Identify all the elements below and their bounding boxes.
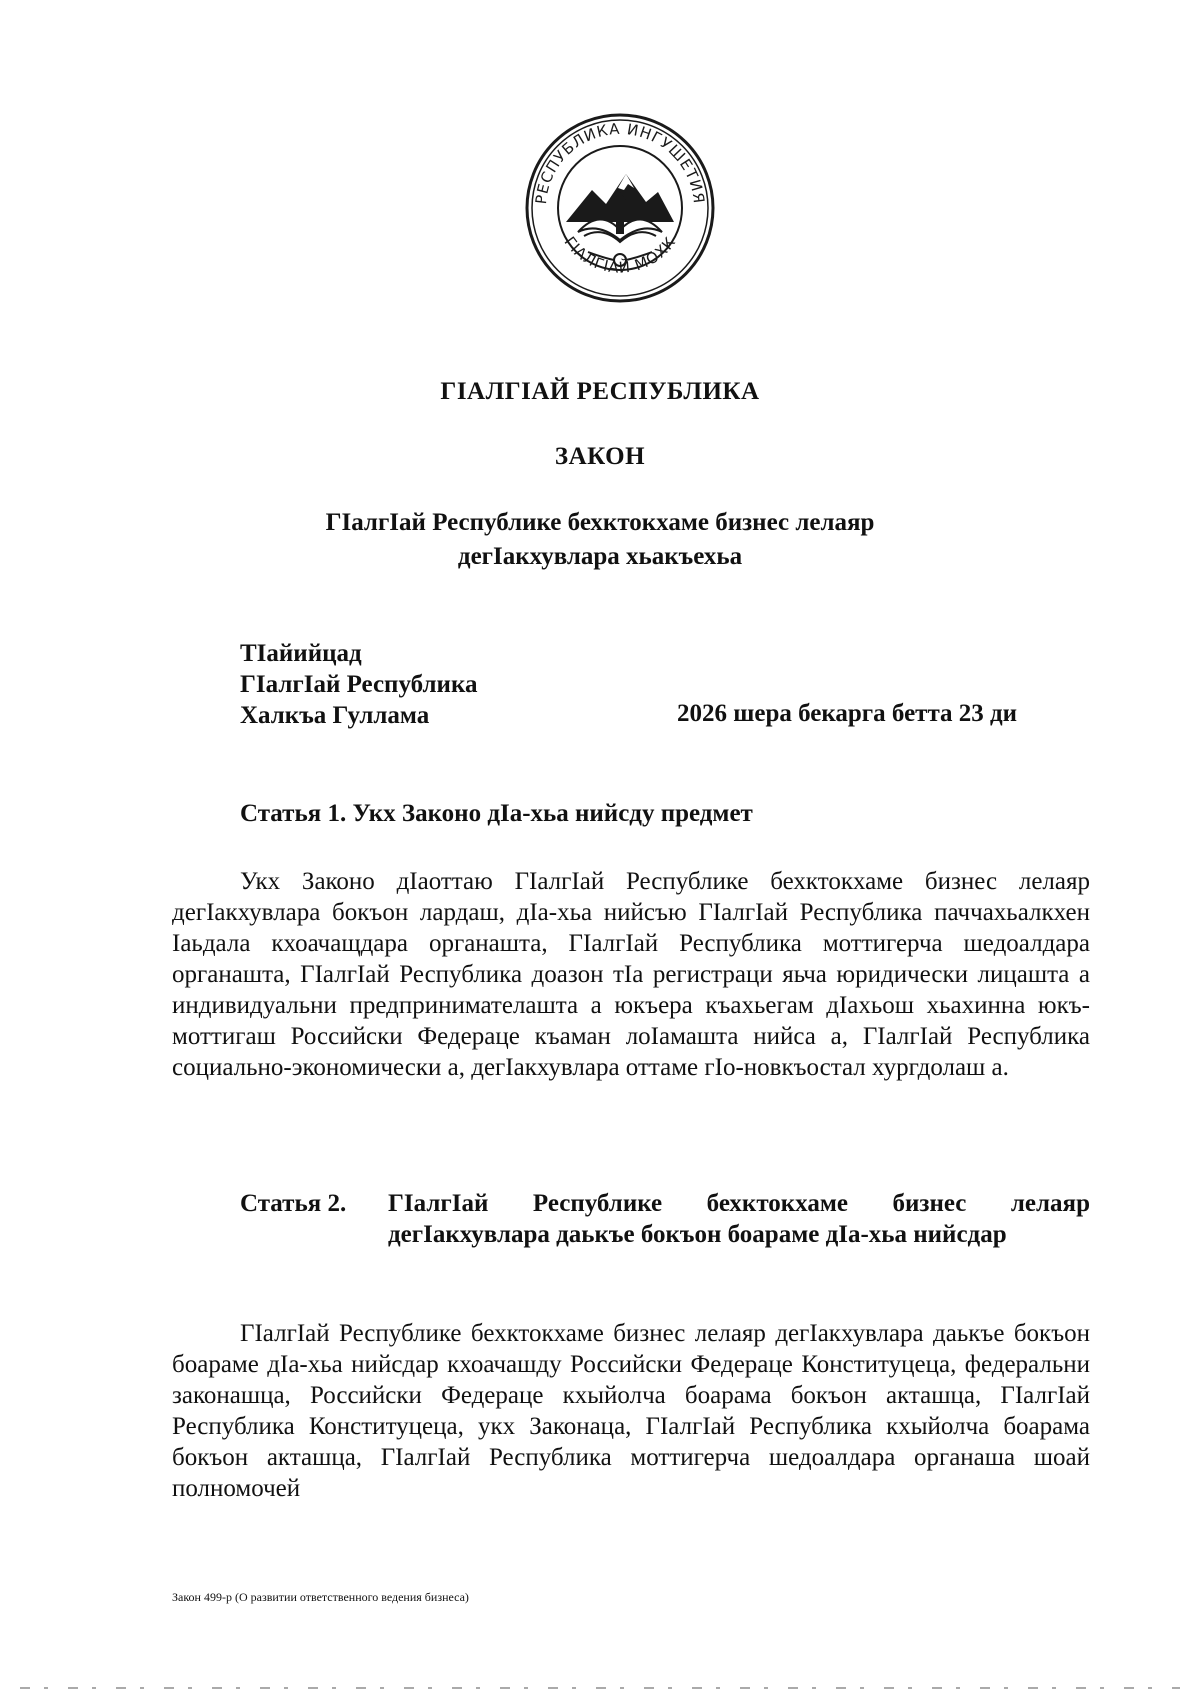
article-2-text: ГІалгІай Республике бехктокхаме бизнес лелаяр дегІакхувлара даькъе бокъон боараме дІа-хьа нийсдар кхоачашду Российски Федераце Конституцеца, федеральни законашца, Российски Федераце кхыйолча боарама бокъон акташца, ГІалгІай Республика Конституцеца, укх Законаца, ГІалгІай Республика кхыйолча боарама бокъон акташца, ГІалгІай Республика моттигерча шедоалдара органаша шоай полномочей	[172, 1320, 1090, 1502]
seal-top-text: РЕСПУБЛИКА ИНГУШЕТИЯ	[531, 119, 709, 206]
coat-of-arms-seal	[522, 110, 718, 306]
document-type: ЗАКОН	[554, 443, 646, 470]
law-title-line-1: ГІалгІай Республике бехктокхаме бизнес лелаяр	[325, 509, 875, 536]
adopted-line-1: ТІайийцад	[240, 640, 362, 667]
adopted-line-2: ГІалгІай Республика	[240, 671, 478, 698]
adoption-date: 2026 шера бекарга бетта 23 ди	[677, 700, 1018, 727]
seal-bottom-text: ГІАЛГІАЙ МОХК	[560, 233, 680, 277]
article-1-text: Укх Законо дІаоттаю ГІалгІай Республике бехктокхаме бизнес лелаяр дегІакхувлара бокъон лардаш, дІа-хьа нийсъю ГІалгІай Республика паччахьалкхен Іаьдала кхоачащдара органашта, ГІалгІай Республика моттигерча шедоалдара органашта, ГІалгІай Республика доазон тІа регистраци яьча юридически лицашта а индивидуальни предпринимателашта а юкъера къахьегам дІахьош хьахинна юкъ-моттигаш Российски Федераце къаман лоІамашта нийса а, ГІалгІай Республика социально-экономически а, дегІакхувлара оттаме гІо-новкъостал хургдолаш а.	[172, 868, 1090, 1081]
adopted-line-3: Халкъа Гуллама	[240, 702, 430, 729]
law-title-line-2: дегІакхувлара хьакъехьа	[457, 543, 743, 570]
scan-edge-dashes	[0, 1685, 1200, 1691]
article-2-label: Статья 2.	[240, 1190, 347, 1217]
article-2-title: ГІалгІай Республике бехктокхаме бизнес лелаяр дегІакхувлара даькъе бокъон боараме дІа-хьа нийсдар	[388, 1190, 1090, 1248]
adopted-by-block	[240, 638, 477, 731]
law-title	[0, 506, 1200, 574]
footer-note: Закон 499-р (О развитии ответственного ведения бизнеса)	[172, 1590, 469, 1604]
republic-name: ГІАЛГІАЙ РЕСПУБЛИКА	[440, 378, 760, 405]
article-1-heading: Статья 1. Укх Законо дІа-хьа нийсду предмет	[240, 800, 753, 827]
article-2-heading	[240, 1188, 1090, 1250]
